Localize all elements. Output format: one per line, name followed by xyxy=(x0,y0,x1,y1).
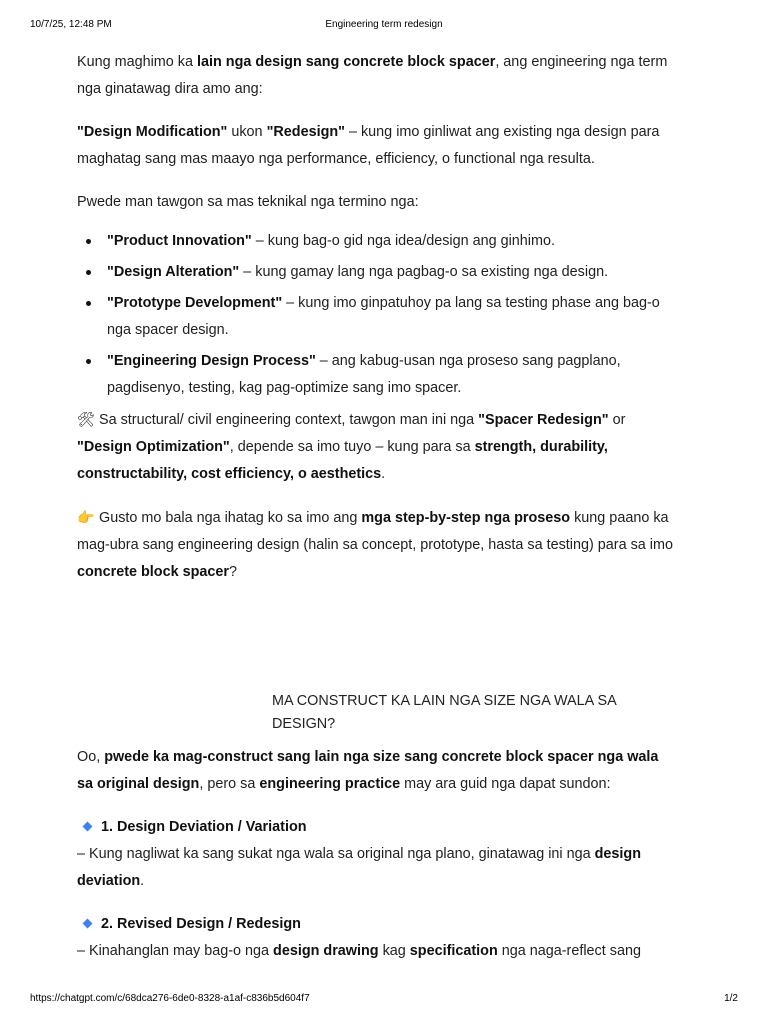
page-number: 1/2 xyxy=(724,993,738,1004)
section-body: – Kinahanglan may bag-o nga design drawing kag specification nga naga-reflect sang xyxy=(77,943,641,959)
blue-diamond-icon xyxy=(83,821,93,831)
section-heading: 2. Revised Design / Redesign xyxy=(77,911,677,938)
paragraph-structural-context: 🛠 Sa structural/ civil engineering context, tawgon man ini nga "Spacer Redesign" or "Design Optimization", depende sa imo tuyo – kung para sa strength, durability, constructability, cost efficiency, o aesthetics. xyxy=(77,406,677,488)
print-header xyxy=(0,19,768,35)
print-footer xyxy=(0,993,768,1009)
conversation-content xyxy=(77,49,677,965)
list-item: "Product Innovation" – kung bag-o gid nga idea/design ang ginhimo. xyxy=(77,228,677,255)
source-url: https://chatgpt.com/c/68dca276-6de0-8328-a1af-c836b5d604f7 xyxy=(30,993,310,1004)
list-item: "Design Alteration" – kung gamay lang nga pagbag-o sa existing nga design. xyxy=(77,259,677,286)
section-heading: 1. Design Deviation / Variation xyxy=(77,814,677,841)
section-body: – Kung nagliwat ka sang sukat nga wala sa original nga plano, ginatawag ini nga design deviation. xyxy=(77,846,642,889)
print-title: Engineering term redesign xyxy=(325,19,443,30)
terms-bullet-list xyxy=(77,228,677,402)
paragraph-intro: Kung maghimo ka lain nga design sang concrete block spacer, ang engineering nga term nga ginatawag dira amo ang: xyxy=(77,54,668,97)
print-datetime: 10/7/25, 12:48 PM xyxy=(30,19,112,30)
pointing-hand-icon: 👉 xyxy=(77,509,95,525)
tools-icon: 🛠 xyxy=(77,411,95,427)
paragraph-technical-terms: Pwede man tawgon sa mas teknikal nga termino nga: xyxy=(77,194,419,210)
paragraph-design-modification: "Design Modification" ukon "Redesign" – kung imo ginliwat ang existing nga design para maghatag sang mas maayo nga performance, efficiency, o functional nga resulta. xyxy=(77,124,660,167)
paragraph-followup-offer: 👉 Gusto mo bala nga ihatag ko sa imo ang mga step-by-step nga proseso kung paano ka mag-ubra sang engineering design (halin sa concept, prototype, hasta sa testing) para sa imo concrete block spacer? xyxy=(77,504,677,586)
message-gap xyxy=(77,586,677,690)
user-message: MA CONSTRUCT KA LAIN NGA SIZE NGA WALA SA DESIGN? xyxy=(272,693,616,732)
list-item: "Engineering Design Process" – ang kabug-usan nga proseso sang pagplano, pagdisenyo, testing, kag pag-optimize sang imo spacer. xyxy=(77,348,677,402)
list-item: "Prototype Development" – kung imo ginpatuhoy pa lang sa testing phase ang bag-o nga spacer design. xyxy=(77,290,677,344)
paragraph-answer: Oo, pwede ka mag-construct sang lain nga size sang concrete block spacer nga wala sa original design, pero sa engineering practice may ara guid nga dapat sundon: xyxy=(77,749,659,792)
blue-diamond-icon xyxy=(83,918,93,928)
